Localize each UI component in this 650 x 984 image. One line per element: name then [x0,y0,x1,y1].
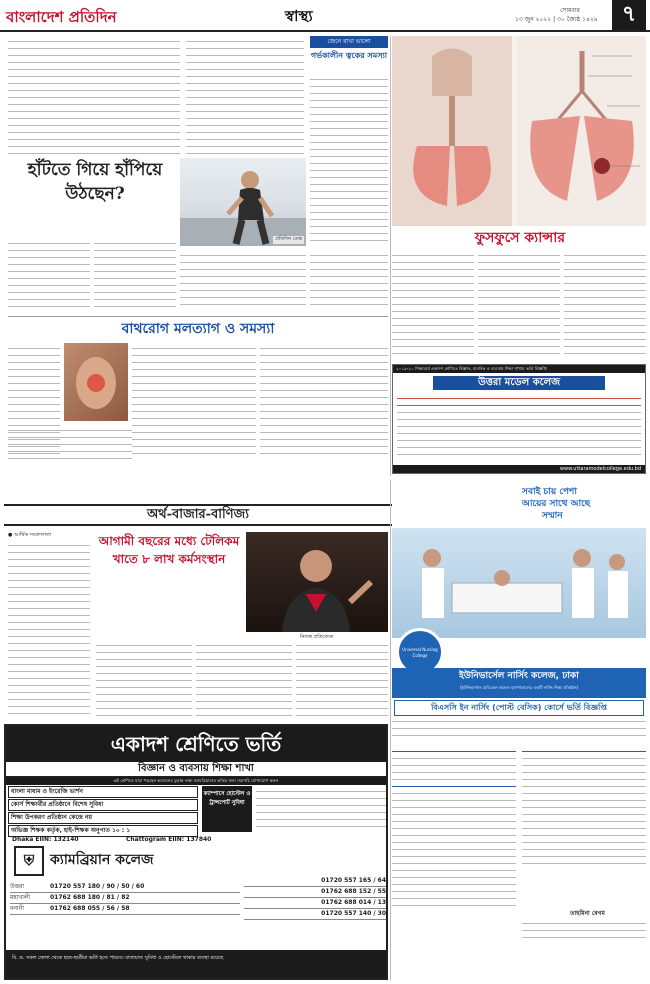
uttara-college-name: উত্তরা মডেল কলেজ [433,376,605,390]
cambrian-branch-label: বনানী [10,905,24,912]
article-walking-col2-text [186,36,304,156]
uttara-details [397,393,641,459]
cambrian-phone[interactable]: 01720 557 140 / 30 [244,909,386,920]
nursing-logo-text: Universal Nursing College [402,647,438,658]
telecom-headline-text: আগামী বছরের মধ্যে টেলিকম খাতে ৮ লাখ কর্মসংস্থান [98,534,240,566]
cambrian-feature-list [8,786,198,837]
masthead-logo[interactable]: বাংলাদেশ প্রতিদিন [6,8,117,26]
nursing-college-name: ইউনিভার্সেল নার্সিং কলেজ, ঢাকা [459,671,579,681]
cambrian-branch-row [10,893,240,904]
nursing-course-line: বিএসসি ইন নার্সিং (পোস্ট বেসিক) কোর্সে ভর্তি বিজ্ঞপ্তি [394,700,644,716]
cambrian-feature-1: বাংলা মাধ্যম ও ইংরেজি ভার্শন [8,786,198,798]
article-lung-body-2 [478,250,560,360]
article-gout-body-4 [8,425,132,461]
cambrian-crest-icon: ⛨ [23,853,35,869]
gout-headline [8,316,388,340]
walking-headline-text: হাঁটতে গিয়ে হাঁপিয়ে উঠছেন? [27,160,163,204]
cambrian-name: ক্যামব্রিয়ান কলেজ [50,852,154,868]
ad-cambrian-college[interactable] [4,724,388,980]
article-gout-body-2 [132,343,256,461]
cambrian-footer-bar [6,950,386,978]
column-divider [390,480,391,980]
article-lung-body-3 [564,250,646,360]
business-section-bar [4,504,392,526]
nursing-tagline-2: আয়ের সাথে আছে [522,499,591,509]
cambrian-feature-4: অভিজ্ঞ শিক্ষক কর্তৃক, হাই-শিক্ষক অনুপাত ১০ : ১ [8,825,198,837]
lung-headline: ফুসফুসে ক্যান্সার [474,230,566,246]
masthead [0,0,650,32]
nursing-col-right [522,746,646,886]
cambrian-phone[interactable]: 01762 688 014 / 13 [244,898,386,909]
walking-photo [180,158,306,246]
uttara-top-banner: ২০১৯-২০ শিক্ষাবর্ষে একাদশ শ্রেণিতে বিজ্ঞান, মানবিক ও ব্যবসায় শিক্ষা শাখায় ভর্তি বিজ্ঞপ্তি [393,365,645,373]
telecom-headline [96,532,242,604]
page-number: ৭ [612,0,646,30]
cambrian-phone[interactable]: 01720 557 165 / 64 [244,876,386,887]
column-divider [390,36,391,476]
cambrian-footer: বি. দ্র. সকল জেলা থেকে ছাত্র-ছাত্রীরা ভর্তি হতে পারবে। যাতায়াত সুবিধা ও হোস্টেলে থাকার ব্যবস্থা রয়েছে [12,955,224,961]
nursing-photo [392,528,646,638]
article-pregnancy-body [310,74,388,246]
nursing-tagline-1: সবাই চায় পেশা [522,487,577,497]
business-body-mid-2 [196,640,292,722]
date-line-2: ১৩ জুন ২০২২ | ৩০ জ্যৈষ্ঠ ১৪২৯ [515,16,598,23]
knee-pain-illustration [64,343,128,421]
business-byline: ● আর্থিক সংবাদদাতা [8,532,52,538]
cambrian-hostel: ক্যাম্পাসে হোস্টেল ও ট্রান্সপোর্ট সুবিধা [203,791,251,806]
business-body-mid-3 [296,640,388,722]
speaker-portrait [246,532,388,632]
article-gout-body-3 [260,343,388,461]
cambrian-branch-row [10,904,240,915]
nursing-col-left [392,746,516,926]
cambrian-branch-label: উত্তরা [10,883,25,890]
cambrian-heading: একাদশ শ্রেণিতে ভর্তি [110,732,282,756]
walking-byline: প্রতিদিন ডেস্ক [275,236,302,242]
nursing-college-banner [392,668,646,698]
article-walking-body-mid [94,238,176,314]
cambrian-right-phones [244,876,386,920]
cambrian-heading-bar [6,726,386,762]
pregnancy-headline: গর্ভকালীন ত্বকের সমস্যা [310,51,388,60]
walking-headline [20,158,170,234]
cambrian-hostel-box [202,786,252,832]
ad-uttara-model-college[interactable] [392,364,646,474]
cambrian-stream: বিজ্ঞান ও ব্যবসায় শিক্ষা শাখা [6,762,386,777]
cambrian-right-text [256,786,386,832]
business-section-title: অর্থ-বাজার-বাণিজ্য [146,507,249,522]
cambrian-branch-label: মহাখালী [10,894,31,901]
nursing-contact [522,918,646,940]
business-body-mid-1 [96,640,192,722]
gout-headline-text: বাথরোগ মলত্যাগ ও সমস্যা [121,321,275,337]
business-body-left [8,540,90,722]
nursing-body-full [392,716,646,742]
cambrian-branch-phone[interactable]: 01762 688 180 / 81 / 82 [50,894,130,901]
cambrian-phone[interactable]: 01762 688 152 / 55 [244,887,386,898]
cambrian-logo [14,846,44,876]
article-walking-intro-text [8,36,180,156]
cambrian-feature-2: কোর্স শিক্ষার্থীর প্রতিষ্ঠানে বিশেষ সুবিধা [8,799,198,811]
lung-illustration [392,36,646,226]
pregnancy-kicker: জেনে রাখা ভালো [327,38,371,45]
nursing-college-subtitle: (ইউনিভার্সাল মেডিকেল কলেজ হাসপাতালের একটি নার্সিং শিক্ষা প্রতিষ্ঠান) [459,685,579,690]
cambrian-branch-phone[interactable]: 01720 557 180 / 90 / 50 / 60 [50,883,145,890]
uttara-website[interactable]: www.uttaramodelcollege.edu.bd [393,465,645,473]
cambrian-feature-3: শিক্ষা উপকরণ প্রতিষ্ঠান কেন্দ্রে নয় [8,812,198,824]
gout-photo [64,343,128,421]
cambrian-branch-list [10,882,240,915]
cambrian-branch-row [10,882,240,893]
nursing-signature: তাহমিনা বেগম [570,910,605,917]
telecom-photo [246,532,388,632]
cambrian-note: ৬ষ্ঠ শ্রেণিতে যারা পড়ছেন কলেজের চূড়ান্ত লক্ষ্য ক্যামব্রিয়ানের ভর্তির জন্য সরাসরি যোগাযোগ করুন [6,777,386,785]
pregnancy-kicker-box [310,36,388,48]
lung-anatomy-icon [392,36,646,226]
article-walking-body-left [8,238,90,314]
cambrian-dhaka-eiin: Dhaka EIIN: 132140 [12,836,79,843]
telecom-byline: নিজস্ব প্রতিবেদক [300,634,334,640]
article-walking-body-far [310,250,388,314]
tired-runner-illustration [180,158,306,246]
article-walking-body-right [180,250,306,314]
date-line-1: সোমবার [560,7,580,14]
cambrian-ctg-eiin: Chattogram EIIN: 137840 [126,836,212,843]
nursing-tagline-3: সম্মান [542,511,563,521]
section-title: স্বাস্থ্য [285,7,313,25]
article-lung-body-1 [392,250,474,360]
cambrian-branch-phone[interactable]: 01762 688 055 / 56 / 58 [50,905,130,912]
nurses-at-bedside-illustration [392,528,646,638]
